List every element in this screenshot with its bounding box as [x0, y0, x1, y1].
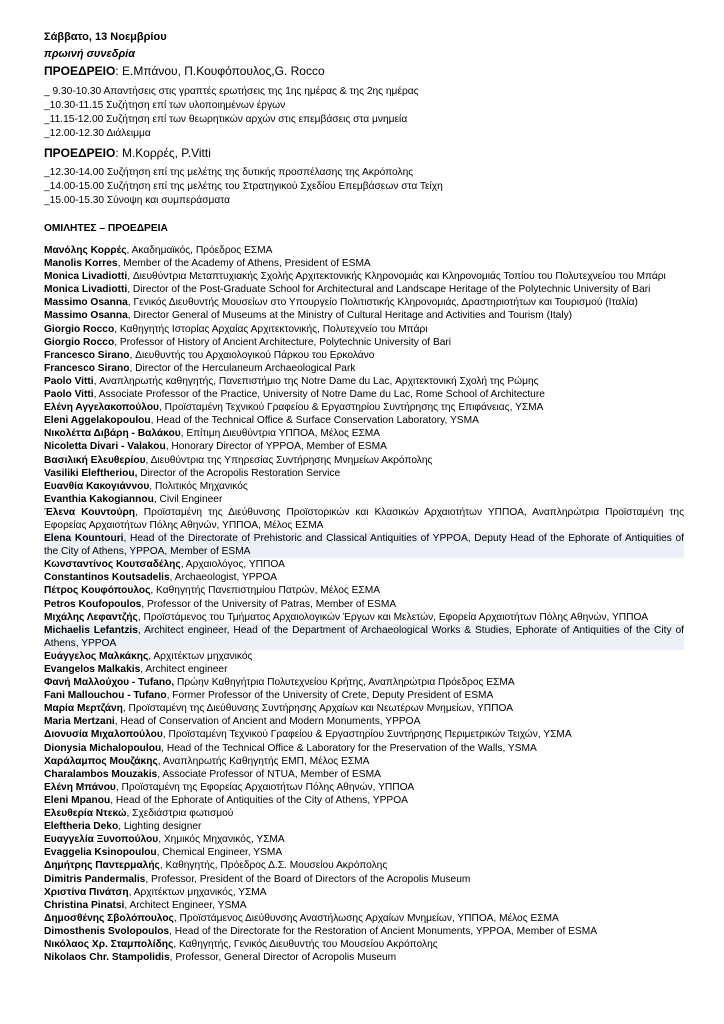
schedule-item: _15.00-15.30 Σύνοψη και συμπεράσματα [44, 195, 231, 206]
speaker-description: , Lighting designer [118, 821, 202, 833]
speaker-name: Κωνσταντίνος Κουτσαδέλης [44, 559, 181, 571]
speaker-entry [44, 296, 684, 309]
speaker-entry [44, 728, 684, 741]
date-heading: Σάββατο, 13 Νοεμβρίου [44, 31, 167, 43]
speaker-description: , Προϊστάμενος του Τμήματος Αρχαιολογικών Έργων και Μελετών, Εφορεία Αρχαιοτήτων Πόλης Αθηνών, ΥΠΠΟΑ [137, 611, 648, 623]
speaker-entry [44, 571, 684, 584]
speaker-entry [44, 506, 684, 532]
speaker-entry [44, 493, 684, 506]
speaker-name: Χριστίνα Πινάτση [44, 886, 129, 898]
speaker-entry [44, 663, 684, 676]
speaker-description: , Προϊσταμένη Τεχνικού Γραφείου & Εργαστηρίου Συντήρησης της Επιφάνειας, ΥΣΜΑ [159, 402, 544, 414]
speaker-name: Paolo Vitti [44, 375, 94, 387]
speaker-entry [44, 349, 684, 362]
speaker-name: Βασιλική Ελευθερίου [44, 454, 146, 466]
speaker-description: , Σχεδιάστρια φωτισμού [126, 808, 234, 820]
presidium-names: : Μ.Κορρές, P.Vitti [115, 146, 211, 160]
presidium-names: : Ε.Μπάνου, Π.Κουφόπουλος,G. Rocco [115, 64, 325, 78]
speaker-description: , Associate Professor of NTUA, Member of ESMA [157, 768, 381, 780]
speaker-name: Giorgio Rocco [44, 336, 115, 348]
speaker-entry [44, 454, 684, 467]
speaker-description: , Προϊστάμενος Διεύθυνσης Αναστήλωσης Αρχαίων Μνημείων, ΥΠΠΟΑ, Μέλος ΕΣΜΑ [173, 912, 559, 924]
presidium-label: ΠΡΟΕΔΡΕΙΟ [44, 64, 116, 78]
speaker-name: Μαρία Μερτζάνη [44, 703, 123, 715]
speaker-entry [44, 715, 684, 728]
schedule-item: _10.30-11.15 Συζήτηση επί των υλοποιημένων έργων [44, 100, 286, 111]
speaker-name: Evaggelia Ksinopoulou [44, 847, 157, 859]
speaker-name: Christina Pinatsi [44, 899, 125, 911]
speaker-name: Evangelos Malkakis [44, 664, 141, 675]
speaker-description: , Ακαδημαϊκός, Πρόεδρος ΕΣΜΑ [126, 245, 273, 256]
speaker-description: , Αναπληρωτής καθηγητής, Πανεπιστήμιο της Notre Dame du Lac, Αρχιτεκτονική Σχολή της Ρώμης [93, 375, 539, 387]
speaker-entry [44, 781, 684, 794]
speaker-entry [44, 807, 684, 820]
speaker-description: , Archaeologist, YPPOA [169, 572, 278, 584]
presidium-line-2 [44, 144, 684, 163]
speaker-entry [44, 650, 684, 663]
speaker-name: Dimosthenis Svolopoulos [44, 925, 170, 937]
session-heading: πρωινή συνεδρία [44, 48, 136, 60]
speaker-name: Evanthia Kakogiannou [44, 493, 154, 505]
speaker-name: Monica Livadiotti [44, 284, 128, 296]
speaker-name: Paolo Vitti [44, 389, 94, 401]
speaker-description: , Χημικός Μηχανικός, ΥΣΜΑ [158, 834, 285, 846]
speaker-description: , Head of the Ephorate of Antiquities of the City of Athens, YPPOA [110, 794, 408, 806]
speaker-description: , Head of the Technical Office & Laboratory for the Preservation of the Walls, YSMA [161, 742, 537, 754]
speaker-entry [44, 467, 684, 480]
speaker-name: Maria Mertzani [44, 716, 115, 728]
program-header [44, 30, 684, 236]
speaker-entry [44, 702, 684, 715]
speaker-description: , Επίτιμη Διευθύντρια ΥΠΠΟΑ, Μέλος ΕΣΜΑ [180, 428, 381, 440]
speaker-description: , Professor of History of Ancient Architecture, Polytechnic University of Bari [114, 336, 452, 348]
speaker-description: Πρώην Καθηγήτρια Πολυτεχνείου Κρήτης, Αναπληρώτρια Πρόεδρος ΕΣΜΑ [174, 677, 515, 689]
speaker-name: Francesco Sirano [44, 349, 130, 361]
speaker-entry [44, 951, 684, 964]
speaker-name: Χαράλαμπος Μουζάκης [44, 755, 158, 767]
speaker-description: , Associate Professor of the Practice, University of Notre Dame du Lac, Rome School of Architecture [93, 389, 545, 401]
speaker-name: Massimo Osanna [44, 310, 128, 322]
speaker-entry [44, 846, 684, 859]
speaker-description: , Civil Engineer [153, 493, 223, 505]
speaker-description: , Γενικός Διευθυντής Μουσείων στο Υπουργείο Πολιτιστικής Κληρονομιάς, Δραστηριοτήτων και Τουρισμού (Ιταλία) [127, 297, 638, 309]
speaker-entry [44, 768, 684, 781]
speaker-description: , Διευθυντής του Αρχαιολογικού Πάρκου του Ερκολάνο [129, 349, 375, 361]
schedule-item: _12.00-12.30 Διάλειμμα [44, 128, 151, 139]
speaker-entry [44, 689, 684, 702]
speaker-entry [44, 794, 684, 807]
speaker-name: Petros Koufopoulos [44, 598, 142, 610]
speaker-entry [44, 742, 684, 755]
schedule-item: _12.30-14.00 Συζήτηση επί της μελέτης της δυτικής προσπέλασης της Ακρόπολης [44, 167, 414, 178]
speaker-entry [44, 873, 684, 886]
speaker-name: Ελευθερία Ντεκώ [44, 808, 127, 820]
speaker-name: Μανόλης Κορρές [44, 245, 127, 256]
speaker-name: Διονυσία Μιχαλοπούλου [44, 729, 163, 741]
speaker-name: Ευαγγελία Ξυνοπούλου [44, 834, 159, 846]
speaker-description: , Καθηγητής, Γενικός Διευθυντής του Μουσείου Ακρόπολης [173, 938, 438, 950]
speaker-description: , Head of the Directorate for the Restoration of Ancient Monuments, YPPOA, Member of ESMA [169, 925, 597, 937]
speaker-description: , Director of the Post-Graduate School for Architectural and Landscape Heritage of the Polytechnic University of Bari [127, 284, 651, 296]
speaker-description: , Καθηγητής Πανεπιστημίου Πατρών, Μέλος ΕΣΜΑ [150, 585, 381, 597]
speaker-description: , Director of the Herculaneum Archaeological Park [129, 362, 356, 374]
speaker-name: Φανή Μαλλούχου - Tufano, [44, 677, 175, 689]
speaker-entry [44, 414, 684, 427]
speaker-entry [44, 912, 684, 925]
speaker-description: , Καθηγητής Ιστορίας Αρχαίας Αρχιτεκτονικής, Πολυτεχνείο του Μπάρι [114, 323, 428, 335]
speaker-description: , Προϊσταμένη Τεχνικού Γραφείου & Εργαστηρίου Συντήρησης Περιμετρικών Τειχών, ΥΣΜΑ [162, 729, 572, 741]
speaker-entry [44, 257, 684, 270]
speaker-name: Constantinos Koutsadelis [44, 572, 170, 584]
speaker-entry [44, 833, 684, 846]
speaker-entry [44, 362, 684, 375]
speaker-entry [44, 480, 684, 493]
speaker-name: Μιχάλης Λεφαντζής [44, 611, 138, 623]
speaker-name: Eleni Aggelakopoulou [44, 415, 151, 427]
speaker-description: , Αναπληρωτής Καθηγητής ΕΜΠ, Μέλος ΕΣΜΑ [157, 755, 370, 767]
speaker-entry [44, 440, 684, 453]
speaker-name: Δημήτρης Παντερμαλής [44, 860, 160, 872]
speaker-name: Francesco Sirano [44, 362, 130, 374]
speaker-entry [44, 532, 684, 558]
speaker-entry [44, 859, 684, 872]
speaker-name: Manolis Korres [44, 258, 118, 270]
schedule-block-1 [44, 85, 684, 141]
speaker-entry [44, 427, 684, 440]
speaker-entry [44, 388, 684, 401]
speaker-description: , Αρχιτέκτων μηχανικός, ΥΣΜΑ [128, 886, 267, 898]
speaker-entry [44, 755, 684, 768]
speaker-entry [44, 401, 684, 414]
speaker-entry [44, 375, 684, 388]
speaker-description: Director of the Acropolis Restoration Service [137, 467, 341, 479]
speaker-entry [44, 309, 684, 322]
speaker-description: , Chemical Engineer, YSMA [156, 847, 283, 859]
speaker-description: , Former Professor of the University of Crete, Deputy President of ESMA [166, 690, 494, 702]
speaker-entry [44, 624, 684, 650]
presidium-line-1 [44, 62, 684, 81]
speaker-name: Πέτρος Κουφόπουλος [44, 585, 151, 597]
speaker-description: , Head of the Technical Office & Surface Conservation Laboratory, YSMA [150, 415, 479, 427]
speaker-entry [44, 886, 684, 899]
speaker-description: , Member of the Academy of Athens, President of ESMA [117, 258, 371, 270]
speakers-list [44, 244, 684, 964]
speaker-name: Fani Mallouchou - Tufano [44, 690, 167, 702]
speaker-description: , Προϊσταμένη της Διεύθυνσης Προϊστορικών και Κλασικών Αρχαιοτήτων ΥΠΠΟΑ, Αναπληρώτρια Προϊσταμένη της Εφορείας Αρχαιοτήτων Πόλης Αθηνών, ΥΠΠΟΑ, Μέλος ΕΣΜΑ [44, 506, 684, 531]
speaker-description: , Διευθύντρια της Υπηρεσίας Συντήρησης Μνημείων Ακρόπολης [145, 454, 433, 466]
speaker-entry [44, 323, 684, 336]
speaker-name: Νικόλαος Χρ. Σταμπολίδης [44, 938, 174, 950]
speaker-entry [44, 676, 684, 689]
speaker-entry [44, 925, 684, 938]
speakers-title: ΟΜΙΛΗΤΕΣ – ΠΡΟΕΔΡΕΙΑ [44, 223, 168, 234]
speaker-entry [44, 598, 684, 611]
speaker-description: , Honorary Director of YPPOA, Member of ESMA [165, 441, 387, 453]
speaker-name: Massimo Osanna [44, 297, 128, 309]
speaker-entry [44, 244, 684, 257]
speaker-description: , Professor of the University of Patras, Member of ESMA [141, 598, 397, 610]
speaker-entry [44, 938, 684, 951]
speaker-entry [44, 584, 684, 597]
speaker-name: Ελένη Αγγελακοπούλου [44, 402, 159, 414]
speaker-description: , Professor, General Director of Acropolis Museum [169, 952, 397, 964]
speaker-entry [44, 611, 684, 624]
speaker-description: , Καθηγητής, Πρόεδρος Δ.Σ. Μουσείου Ακρόπολης [159, 860, 388, 872]
schedule-block-2 [44, 166, 684, 208]
speaker-description: , Architect engineer [140, 664, 228, 675]
speaker-name: Eleftheria Deko [44, 821, 119, 833]
speaker-name: Monica Livadiotti [44, 271, 128, 283]
speaker-name: Ευάγγελος Μαλκάκης [44, 650, 149, 662]
speaker-name: Vasiliki Eleftheriou, [44, 467, 138, 479]
speaker-description: , Professor, President of the Board of Directors of the Acropolis Museum [145, 873, 471, 885]
speaker-description: , Head of Conservation of Ancient and Modern Monuments, YPPOA [114, 716, 421, 728]
speaker-name: Ελένη Μπάνου [44, 781, 116, 793]
speaker-description: , Αρχιτέκτων μηχανικός [148, 650, 253, 662]
speaker-name: Ευανθία Κακογιάννου [44, 480, 150, 492]
speaker-name: Έλενα Κουντούρη [44, 506, 135, 518]
speaker-description: , Αρχαιολόγος, ΥΠΠΟΑ [180, 559, 285, 571]
schedule-item: _14.00-15.00 Συζήτηση επί της μελέτης του Στρατηγικού Σχεδίου Επεμβάσεων στα Τείχη [44, 181, 443, 192]
presidium-label: ΠΡΟΕΔΡΕΙΟ [44, 146, 116, 160]
speaker-name: Dionysia Michalopoulou [44, 742, 162, 754]
speaker-name: Charalambos Mouzakis [44, 768, 158, 780]
speaker-entry [44, 558, 684, 571]
speaker-name: Giorgio Rocco [44, 323, 115, 335]
speaker-name: Nikolaos Chr. Stampolidis [44, 952, 170, 964]
speaker-description: , Architect Engineer, YSMA [124, 899, 247, 911]
speaker-description: , Director General of Museums at the Ministry of Cultural Heritage and Activities and Tourism (Italy) [127, 310, 573, 322]
schedule-item: _11.15-12.00 Συζήτηση επί των θεωρητικών αρχών στις επεμβάσεις στα μνημεία [44, 114, 408, 125]
speaker-description: , Διευθύντρια Μεταπτυχιακής Σχολής Αρχιτεκτονικής Κληρονομιάς και Κληρονομιάς Τοπίου του Πολυτεχνείου του Μπάρι [127, 271, 666, 283]
speaker-name: Eleni Mpanou [44, 794, 111, 806]
speaker-name: Elena Kountouri [44, 533, 124, 545]
schedule-item: _ 9.30-10.30 Απαντήσεις στις γραπτές ερωτήσεις της 1ης ημέρας & της 2ης ημέρας [44, 86, 419, 97]
speaker-entry [44, 899, 684, 912]
speaker-description: , Head of the Directorate of Prehistoric and Classical Antiquities of YPPOA, Deputy Head of the Ephorate of Antiquities of the City of Athens, YPPOA, Member of ESMA [44, 533, 685, 558]
speaker-description: , Προϊσταμένη της Διεύθυνσης Συντήρησης Αρχαίων και Νεωτέρων Μνημείων, ΥΠΠΟΑ [122, 703, 514, 715]
speaker-name: Dimitris Pandermalis [44, 873, 146, 885]
speaker-entry [44, 283, 684, 296]
speaker-description: , Πολιτικός Μηχανικός [149, 480, 248, 492]
speaker-entry [44, 270, 684, 283]
speaker-name: Δημοσθένης Σβολόπουλος [44, 912, 174, 924]
speaker-description: , Architect engineer, Head of the Department of Archaeological Works & Studies, Ephorate of Antiquities of the City of Athens, YPPOA [44, 624, 684, 649]
speaker-name: Nicoletta Divari - Valakou [44, 441, 166, 453]
speaker-entry [44, 820, 684, 833]
speaker-name: Νικολέττα Διβάρη - Βαλάκου [44, 428, 181, 440]
speaker-name: Michaelis Lefantzis [44, 624, 138, 636]
speaker-description: , Προϊσταμένη της Εφορείας Αρχαιοτήτων Πόλης Αθηνών, ΥΠΠΟΑ [115, 781, 415, 793]
speaker-entry [44, 336, 684, 349]
